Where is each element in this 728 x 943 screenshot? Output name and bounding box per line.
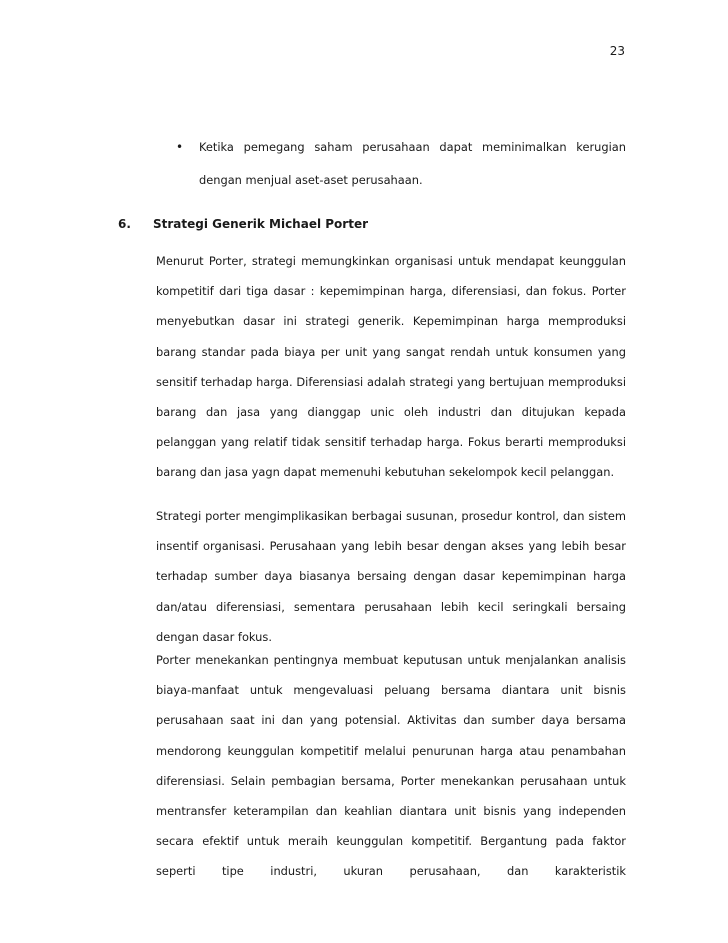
bullet-text: Ketika pemegang saham perusahaan dapat meminimalkan kerugian dengan menjual aset-aset perusahaan. — [199, 140, 626, 187]
section-heading — [118, 214, 368, 234]
bullet-icon: • — [176, 140, 184, 154]
paragraph-1: Menurut Porter, strategi memungkinkan organisasi untuk mendapat keunggulan kompetitif dari tiga dasar : kepemimpinan harga, diferensiasi, dan fokus. Porter menyebutkan dasar ini strategi generik. Kepemimpinan harga memproduksi barang standar pada biaya per unit yang sangat rendah untuk konsumen yang sensitif terhadap harga. Diferensiasi adalah strategi yang bertujuan memproduksi barang dan jasa yang dianggap unic oleh industri dan ditujukan kepada pelanggan yang relatif tidak sensitif terhadap harga. Fokus berarti memproduksi barang dan jasa yagn dapat memenuhi kebutuhan sekelompok kecil pelanggan. — [156, 254, 626, 480]
paragraph-2: Strategi porter mengimplikasikan berbagai susunan, prosedur kontrol, dan sistem insentif organisasi. Perusahaan yang lebih besar dengan akses yang lebih besar terhadap sumber daya biasanya bersaing dengan dasar kepemimpinan harga dan/atau diferensiasi, sementara perusahaan lebih kecil seringkali bersaing dengan dasar fokus. — [156, 509, 626, 644]
page-number: 23 — [609, 44, 625, 58]
paragraph-3: Porter menekankan pentingnya membuat keputusan untuk menjalankan analisis biaya-manfaat untuk mengevaluasi peluang bersama diantara unit bisnis perusahaan saat ini dan yang potensial. Aktivitas dan sumber daya bersama mendorong keunggulan kompetitif melalui penurunan harga atau penambahan diferensiasi. Selain pembagian bersama, Porter menekankan perusahaan untuk mentransfer keterampilan dan keahlian diantara unit bisnis yang independen secara efektif untuk meraih keunggulan kompetitif. Bergantung pada faktor seperti tipe industri, ukuran perusahaan, dan karakteristik — [156, 653, 626, 879]
section-title: Strategi Generik Michael Porter — [153, 217, 368, 231]
section-number: 6. — [118, 217, 131, 231]
bullet-item — [176, 131, 626, 197]
